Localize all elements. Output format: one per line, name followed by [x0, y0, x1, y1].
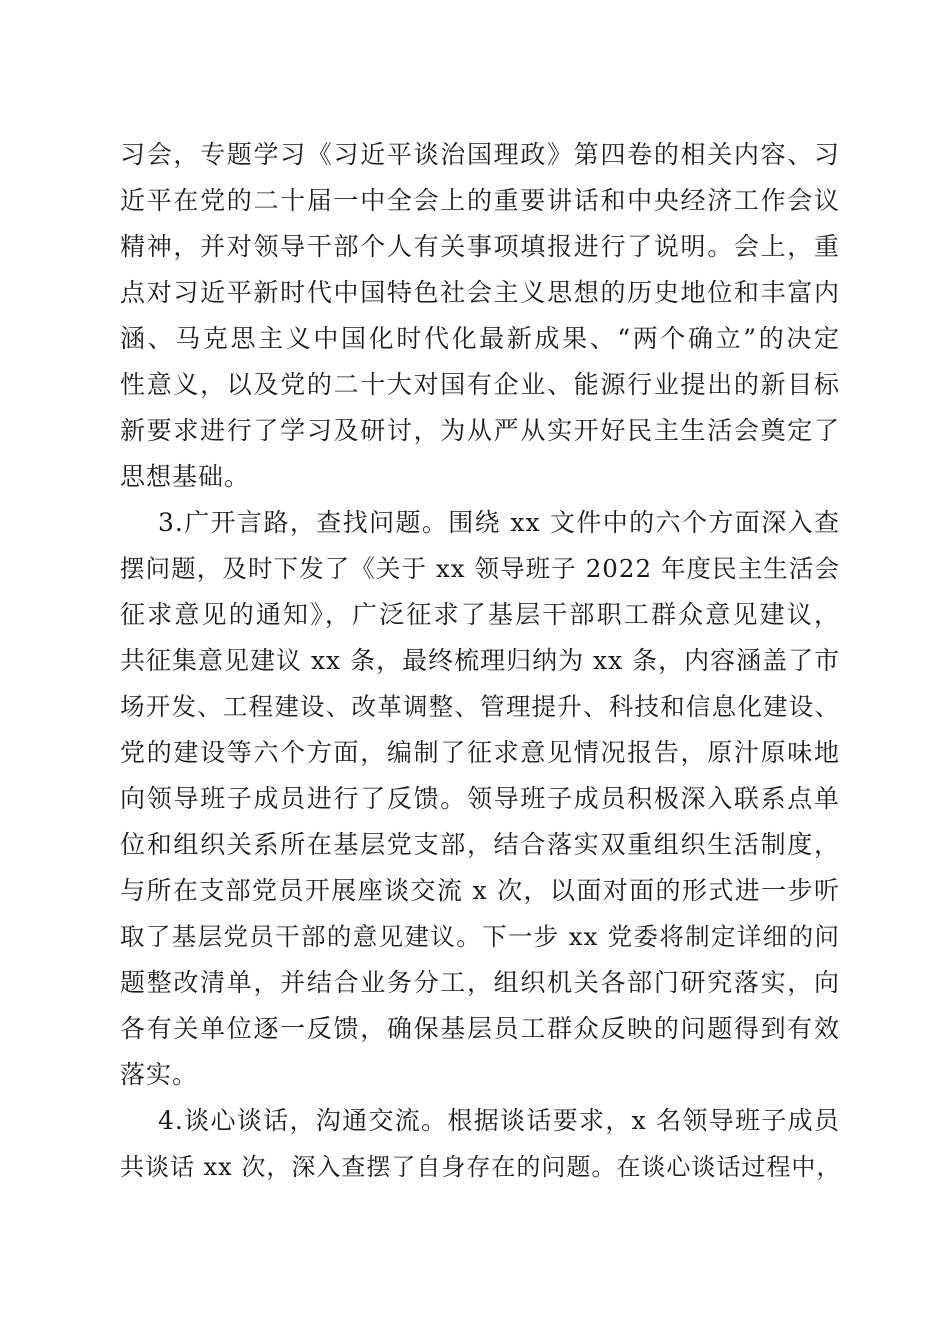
text-line-11: 征求意见的通知》，广泛征求了基层干部职工群众意见建议，: [120, 600, 840, 629]
text-line-20: 各有关单位逐一反馈，确保基层员工群众反映的问题得到有效: [120, 1014, 840, 1043]
text-line-8: 思想基础。: [120, 462, 251, 491]
text-line-5: 涵、马克思主义中国化时代化最新成果、“两个确立”的决定: [120, 324, 840, 353]
text-line-6: 性意义，以及党的二十大对国有企业、能源行业提出的新目标: [120, 370, 840, 399]
text-line-3: 精神，并对领导干部个人有关事项填报进行了说明。会上，重: [120, 232, 840, 261]
text-line-17: 与所在支部党员开展座谈交流 x 次，以面对面的形式进一步听: [120, 876, 840, 905]
text-line-10: 摆问题，及时下发了《关于 xx 领导班子 2022 年度民主生活会: [120, 554, 840, 583]
text-line-14: 党的建设等六个方面，编制了征求意见情况报告，原汁原味地: [120, 738, 840, 767]
text-line-15: 向领导班子成员进行了反馈。领导班子成员积极深入联系点单: [120, 784, 840, 813]
text-line-18: 取了基层党员干部的意见建议。下一步 xx 党委将制定详细的问: [120, 922, 840, 951]
paragraph-4-heading-line: 4.谈心谈话，沟通交流。根据谈话要求，x 名领导班子成员: [158, 1106, 840, 1135]
text-line-23: 共谈话 xx 次，深入查摆了自身存在的问题。在谈心谈话过程中，: [120, 1153, 842, 1181]
text-line-4: 点对习近平新时代中国特色社会主义思想的历史地位和丰富内: [120, 278, 840, 307]
paragraph-3-heading-line: 3.广开言路，查找问题。围绕 xx 文件中的六个方面深入查: [158, 508, 840, 537]
text-line-21: 落实。: [120, 1060, 199, 1089]
text-line-12: 共征集意见建议 xx 条，最终梳理归纳为 xx 条，内容涵盖了市: [120, 646, 841, 675]
text-line-1: 习会，专题学习《习近平谈治国理政》第四卷的相关内容、习: [120, 140, 840, 169]
text-line-7: 新要求进行了学习及研讨，为从严从实开好民主生活会奠定了: [120, 416, 840, 445]
text-line-13: 场开发、工程建设、改革调整、管理提升、科技和信息化建设、: [120, 692, 840, 721]
text-line-19: 题整改清单，并结合业务分工，组织机关各部门研究落实，向: [120, 968, 840, 997]
text-line-16: 位和组织关系所在基层党支部，结合落实双重组织生活制度，: [120, 830, 840, 859]
text-line-2: 近平在党的二十届一中全会上的重要讲话和中央经济工作会议: [120, 186, 840, 215]
